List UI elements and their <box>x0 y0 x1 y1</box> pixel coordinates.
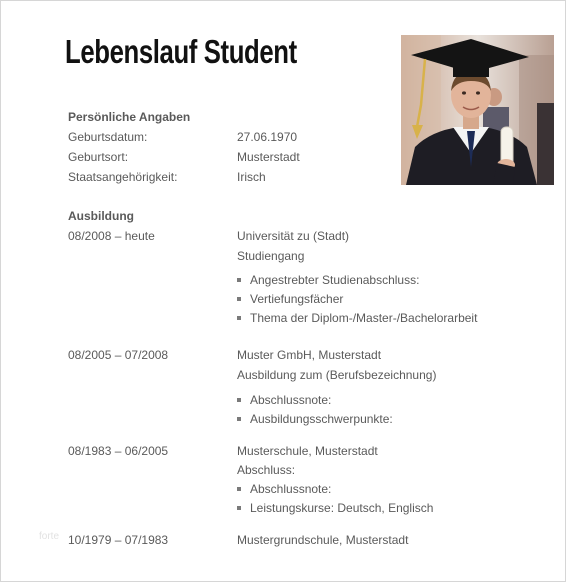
bullet-text: Abschlussnote: <box>250 482 332 496</box>
section-heading-education: Ausbildung <box>68 209 134 223</box>
education-bullet-item <box>237 501 433 515</box>
birthplace-value: Musterstadt <box>237 150 300 164</box>
education-detail: Ausbildung zum (Berufsbezeichnung) <box>237 368 437 382</box>
bullet-text: Abschlussnote: <box>250 393 332 407</box>
bullet-icon <box>237 417 241 421</box>
bullet-icon <box>237 487 241 491</box>
education-period: 10/1979 – 07/1983 <box>68 533 169 547</box>
bullet-icon <box>237 398 241 402</box>
education-institution: Mustergrundschule, Musterstadt <box>237 533 409 547</box>
education-bullet-item <box>237 292 343 306</box>
bullet-icon <box>237 316 241 320</box>
watermark: forte <box>39 531 60 542</box>
education-institution: Musterschule, Musterstadt <box>237 444 378 458</box>
bullet-text: Thema der Diplom-/Master-/Bachelorarbeit <box>250 311 478 325</box>
bullet-text: Ausbildungsschwerpunkte: <box>250 412 393 426</box>
education-bullet-item <box>237 412 393 426</box>
nationality-label: Staatsangehörigkeit: <box>68 170 178 184</box>
nationality-value: Irisch <box>237 170 266 184</box>
birthdate-value: 27.06.1970 <box>237 130 298 144</box>
education-institution: Universität zu (Stadt) <box>237 229 350 243</box>
education-detail: Studiengang <box>237 249 305 263</box>
birthdate-label: Geburtsdatum: <box>68 130 148 144</box>
education-bullet-item <box>237 311 477 325</box>
graduate-photo <box>401 35 554 185</box>
bullet-text: Angestrebter Studienabschluss: <box>250 273 420 287</box>
bullet-text: Leistungskurse: Deutsch, Englisch <box>250 501 434 515</box>
education-period: 08/1983 – 06/2005 <box>68 444 169 458</box>
education-detail: Abschluss: <box>237 463 296 477</box>
education-institution: Muster GmbH, Musterstadt <box>237 348 382 362</box>
education-period: 08/2005 – 07/2008 <box>68 348 169 362</box>
bullet-icon <box>237 278 241 282</box>
bullet-icon <box>237 297 241 301</box>
education-bullet-item <box>237 393 331 407</box>
birthplace-label: Geburtsort: <box>68 150 129 164</box>
bullet-text: Vertiefungsfächer <box>250 292 344 306</box>
graduate-illustration <box>401 35 554 185</box>
section-heading-personal: Persönliche Angaben <box>68 110 191 124</box>
bullet-icon <box>237 506 241 510</box>
education-period: 08/2008 – heute <box>68 229 155 243</box>
page-title: Lebenslauf Student <box>65 33 297 70</box>
education-bullet-item <box>237 273 419 287</box>
education-bullet-item <box>237 482 331 496</box>
